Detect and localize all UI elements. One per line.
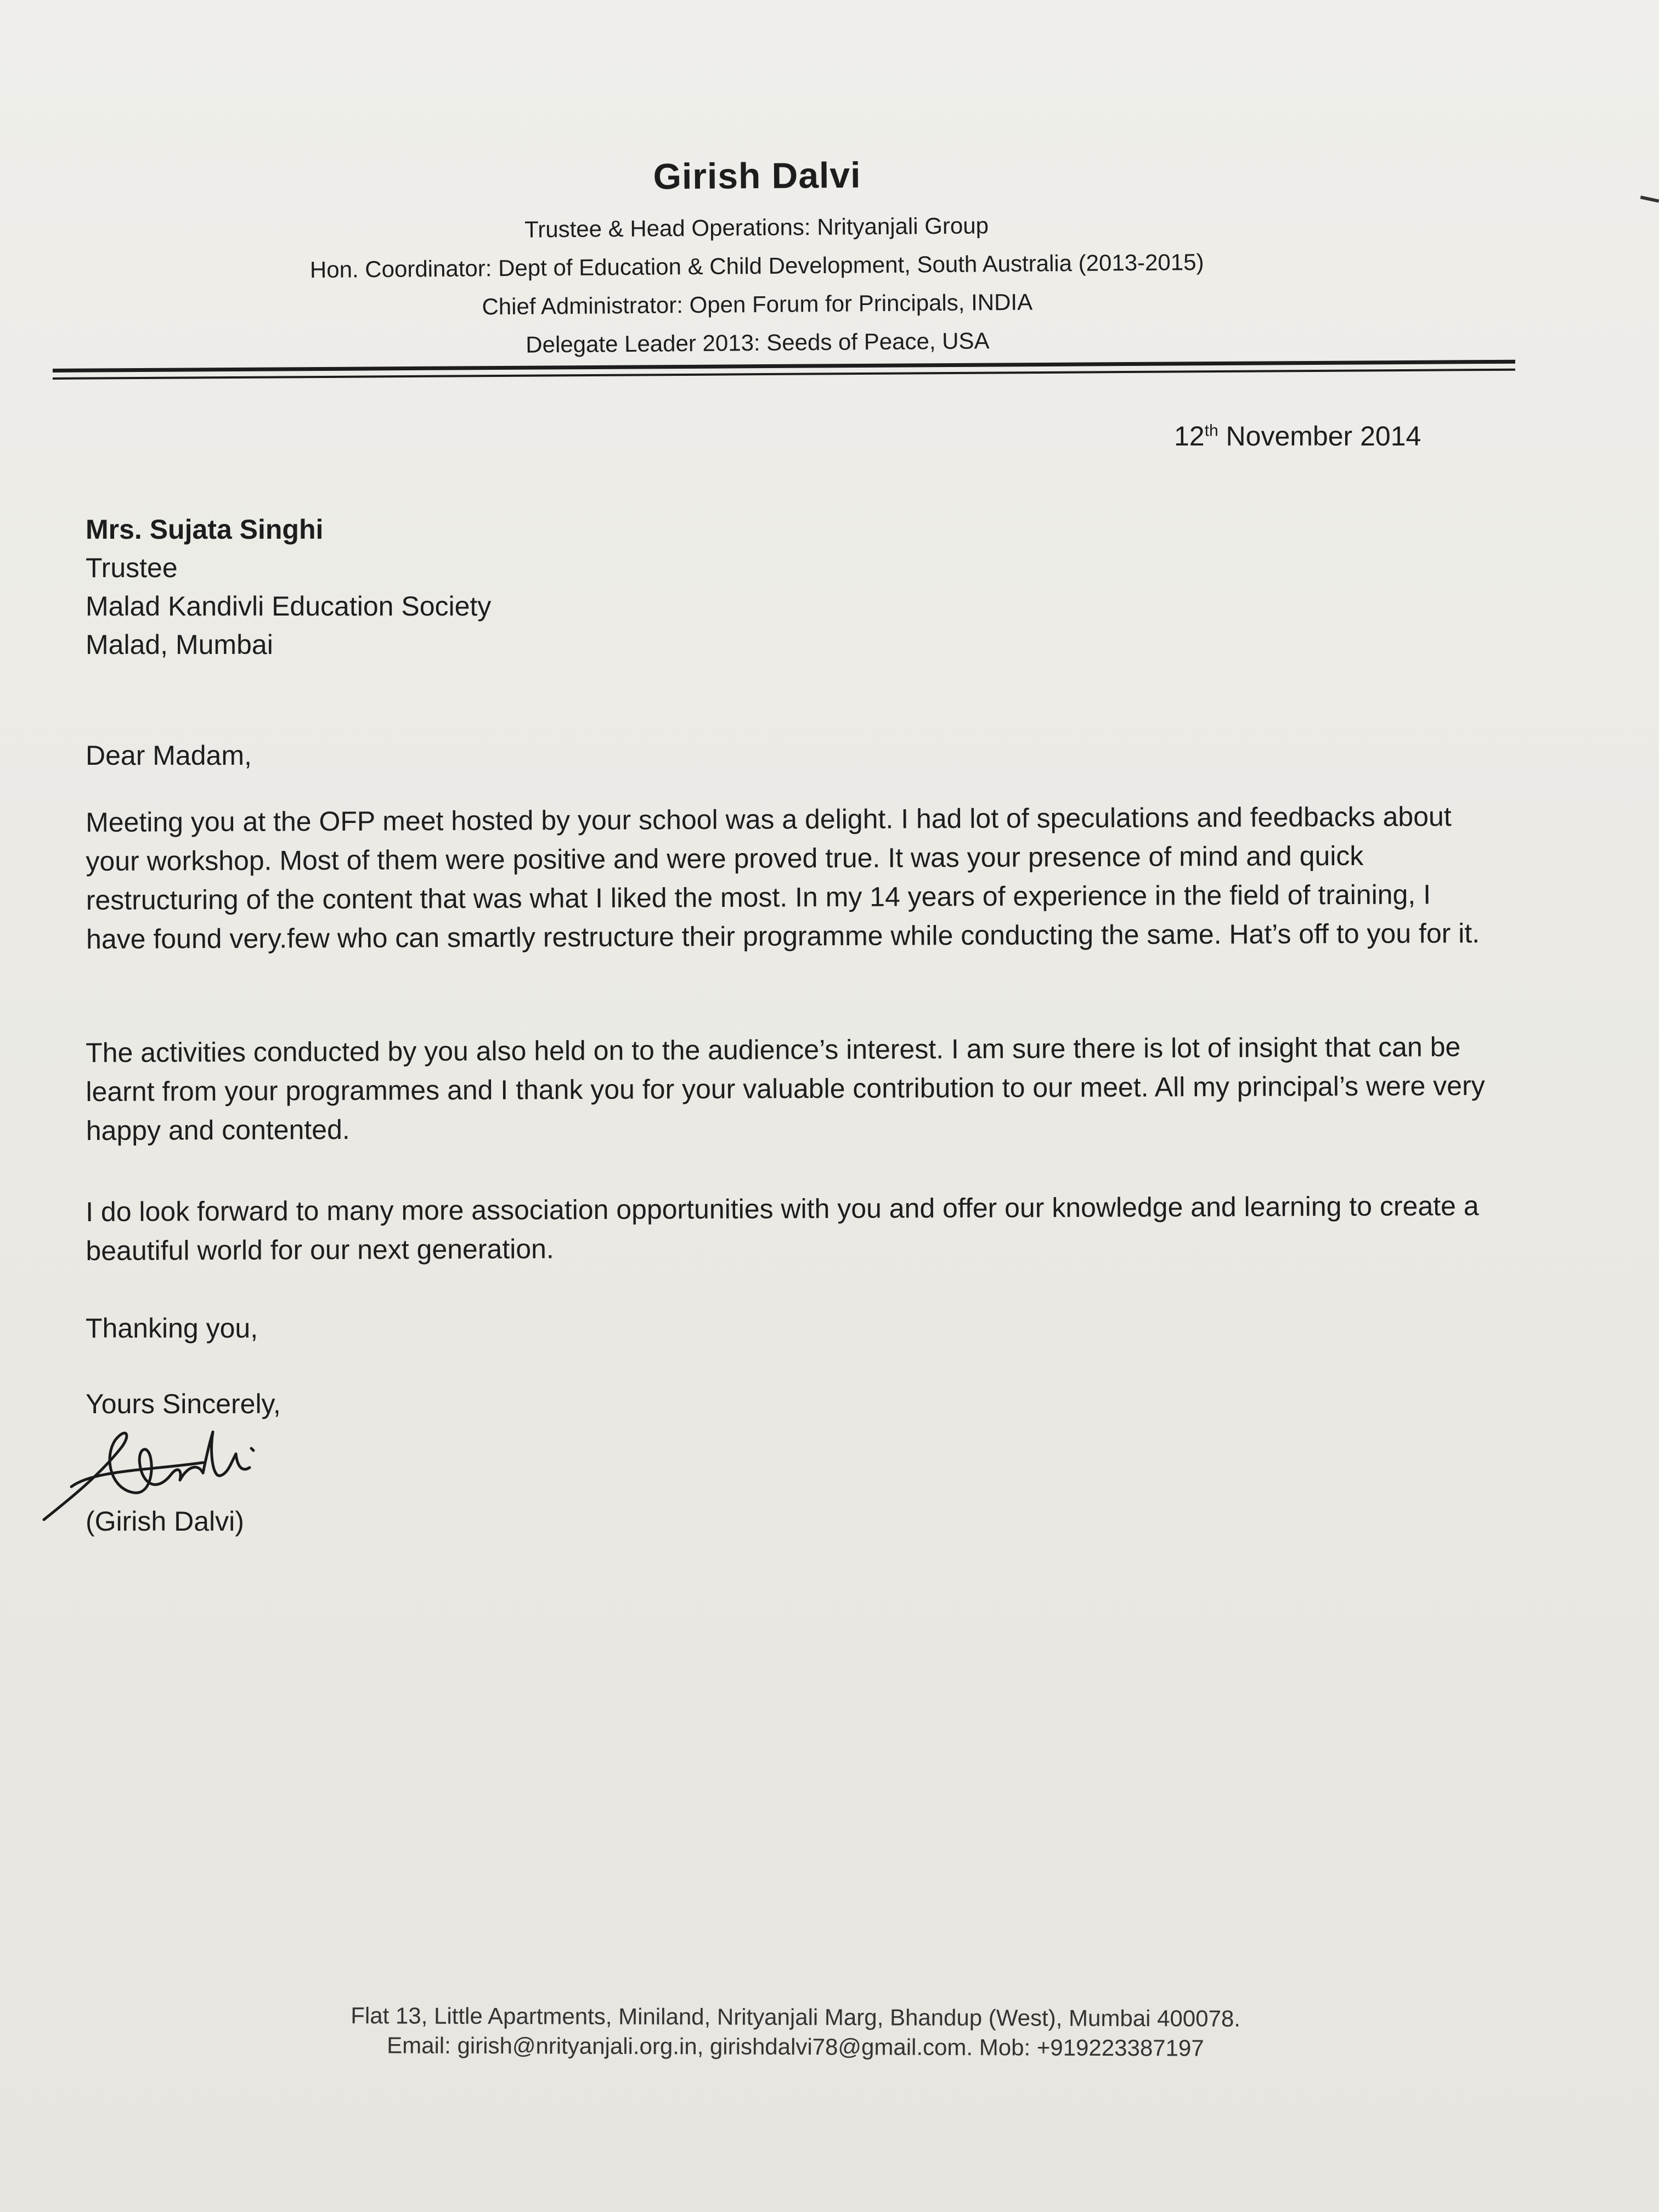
letterhead-title-4: Delegate Leader 2013: Seeds of Peace, USA xyxy=(526,328,990,358)
body-paragraph-2: The activities conducted by you also held on to the audience’s interest. I am sure there is lot of insight that can be learnt from your programmes and I thank you for your valuable contribution to our meet. All my principal’s were very happy and contented. xyxy=(86,1031,1485,1146)
letter-date xyxy=(1174,420,1421,452)
body-paragraph-1: Meeting you at the OFP meet hosted by your school was a delight. I had lot of speculations and feedbacks about your workshop. Most of them were positive and were proved true. It was your presence of mind and quick restructuring of the content that was what I liked the most. In my 14 years of experience in the field of training, I have found very.few who can smartly restructure their programme while conducting the same. Hat’s off to you for it. xyxy=(86,801,1480,955)
recipient-name: Mrs. Sujata Singhi xyxy=(86,514,324,545)
salutation: Dear Madam, xyxy=(86,740,252,771)
recipient-block xyxy=(86,510,491,664)
signatory-name: (Girish Dalvi) xyxy=(86,1506,244,1537)
closing-line: Yours Sincerely, xyxy=(86,1389,281,1419)
body-paragraph-3: I do look forward to many more association opportunities with you and offer our knowledge and learning to create a beautiful world for our next generation. xyxy=(86,1190,1479,1266)
date-rest: November 2014 xyxy=(1218,421,1421,452)
date-suffix: th xyxy=(1204,421,1218,440)
date-day: 12 xyxy=(1174,421,1205,452)
letterhead-title-1: Trustee & Head Operations: Nrityanjali Group xyxy=(524,212,989,242)
recipient-title: Trustee xyxy=(86,552,178,583)
letterhead-title-2: Hon. Coordinator: Dept of Education & Child Development, South Australia (2013-2015) xyxy=(309,249,1204,283)
thanks-line: Thanking you, xyxy=(86,1313,258,1344)
recipient-location: Malad, Mumbai xyxy=(86,629,273,660)
letterhead-titles xyxy=(0,202,1515,369)
letter-footer xyxy=(0,2000,1591,2064)
footer-contact: Email: girish@nrityanjali.org.in, girishdalvi78@gmail.com. Mob: +919223387197 xyxy=(387,2032,1204,2061)
letterhead-title-3: Chief Administrator: Open Forum for Principals, INDIA xyxy=(482,289,1033,320)
footer-address: Flat 13, Little Apartments, Miniland, Nrityanjali Marg, Bhandup (West), Mumbai 400078. xyxy=(351,2002,1241,2032)
page-edge-mark xyxy=(1640,196,1659,203)
letterhead-name: Girish Dalvi xyxy=(653,154,861,197)
recipient-organization: Malad Kandivli Education Society xyxy=(86,591,492,622)
